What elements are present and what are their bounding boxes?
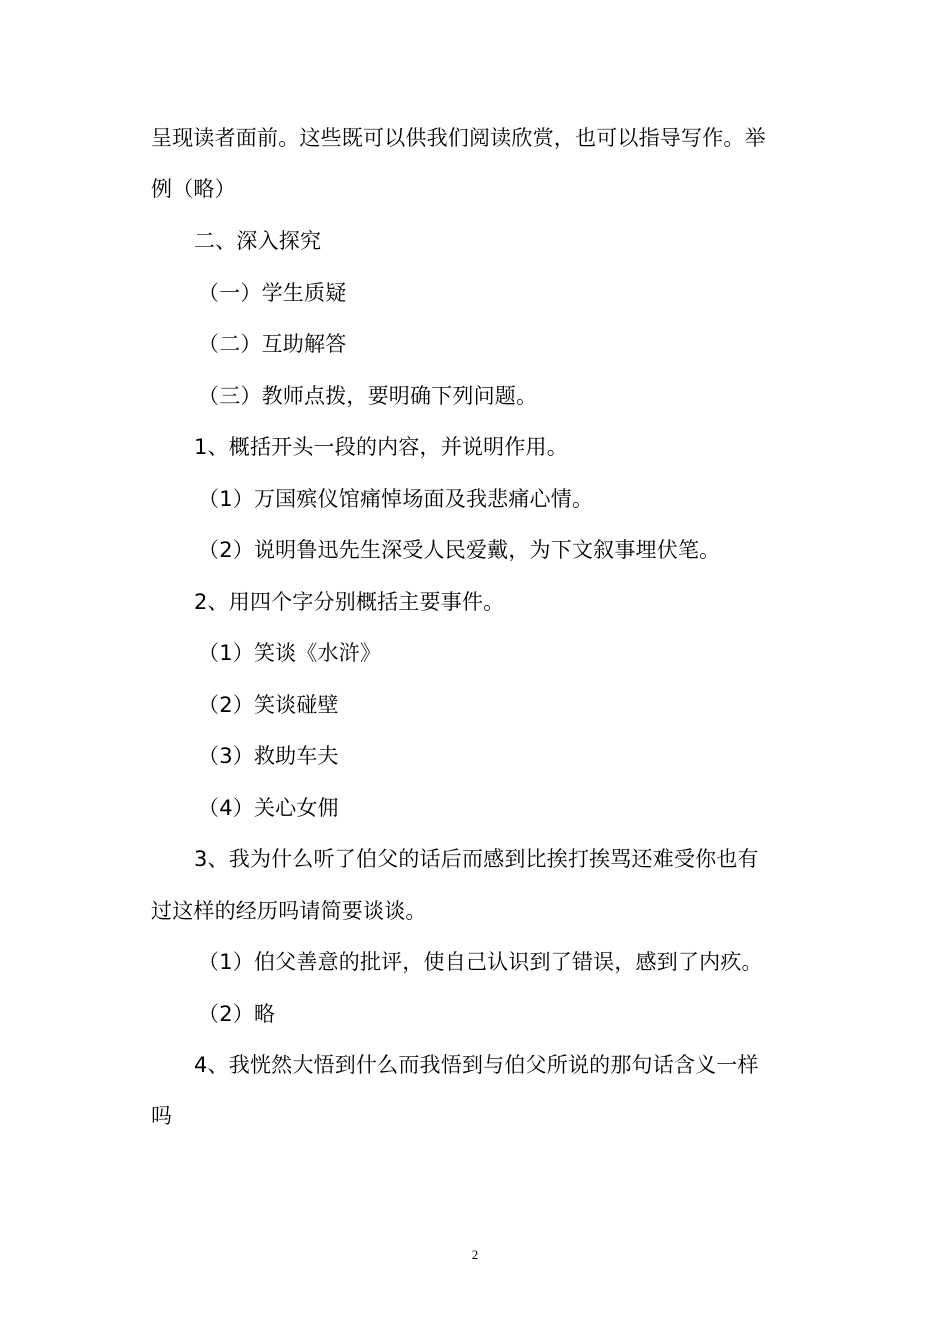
question-item: 4、我恍然大悟到什么而我悟到与伯父所说的那句话含义一样 [194, 1053, 759, 1077]
paragraph-line: 呈现读者面前。这些既可以供我们阅读欣赏，也可以指导写作。举 [151, 126, 766, 150]
page-number: 2 [471, 1247, 479, 1262]
answer-item: （2）说明鲁迅先生深受人民爱戴，为下文叙事埋伏笔。 [198, 538, 721, 562]
answer-item: （1）笑谈《水浒》 [198, 641, 382, 665]
answer-item: （2）笑谈碰壁 [198, 693, 339, 717]
section-heading: 二、深入探究 [194, 229, 322, 253]
question-item: 3、我为什么听了伯父的话后而感到比挨打挨骂还难受你也有 [194, 847, 759, 871]
answer-item: （2）略 [198, 1002, 276, 1026]
answer-item: （1）万国殡仪馆痛悼场面及我悲痛心情。 [198, 487, 594, 511]
subsection-heading: （三）教师点拨，要明确下列问题。 [198, 384, 538, 408]
question-item: 2、用四个字分别概括主要事件。 [194, 590, 505, 614]
paragraph-line: 例（略） [151, 177, 236, 201]
answer-item: （4）关心女佣 [198, 796, 339, 820]
question-continuation: 过这样的经历吗请简要谈谈。 [151, 899, 427, 923]
subsection-heading: （一）学生质疑 [198, 281, 347, 305]
answer-item: （3）救助车夫 [198, 744, 339, 768]
question-item: 1、概括开头一段的内容，并说明作用。 [194, 435, 568, 459]
subsection-heading: （二）互助解答 [198, 332, 347, 356]
question-continuation: 吗 [151, 1104, 173, 1128]
answer-item: （1）伯父善意的批评，使自己认识到了错误，感到了内疚。 [198, 950, 763, 974]
